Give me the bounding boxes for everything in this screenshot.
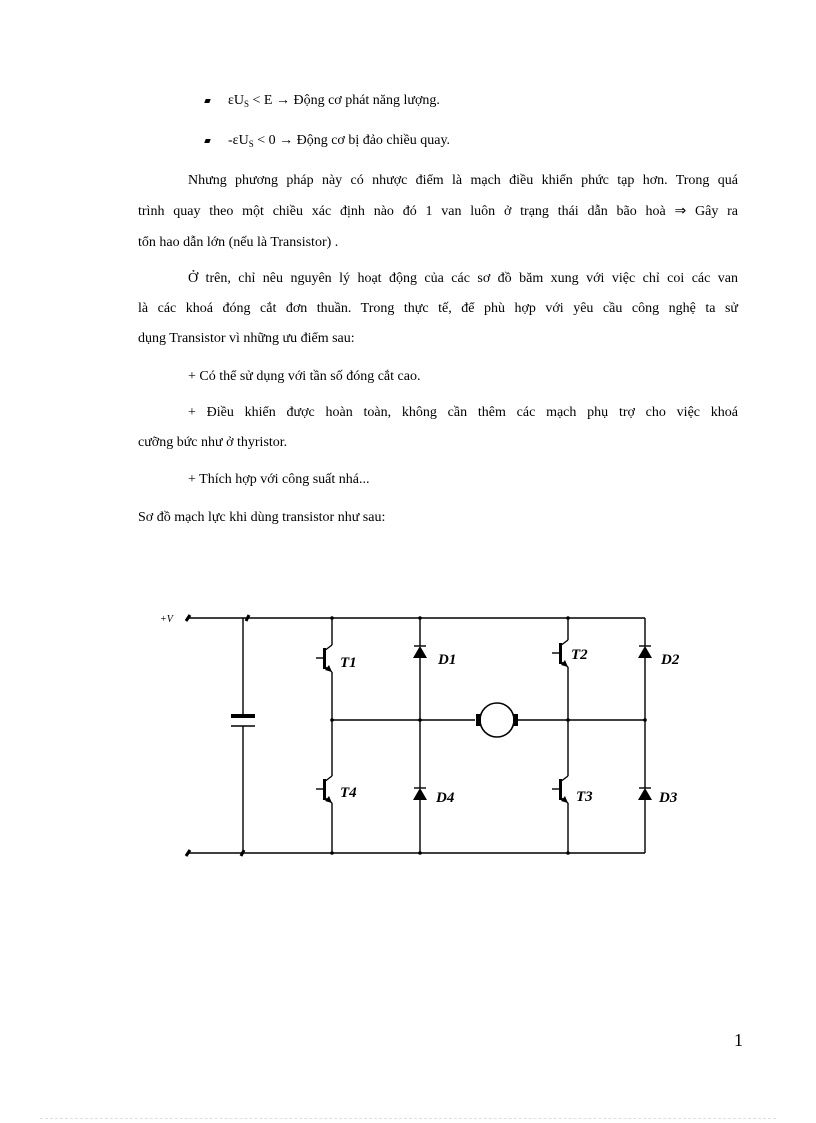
para1-line1: Nhưng phương pháp này có nhược điểm là mạch điều khiển phức tạp hơn. Trong quá <box>188 173 738 188</box>
junction-dot <box>643 718 647 722</box>
t3-emitter-arrow <box>561 796 568 803</box>
label-d4: D4 <box>436 790 455 806</box>
bullet-item-2: $-\varepsilon U_S < 0$ → Động cơ bị đảo chiều quay. <box>228 133 451 149</box>
label-t3: T3 <box>576 789 593 805</box>
page-number: 1 <box>734 1030 743 1050</box>
cap-junction-top <box>246 615 249 621</box>
h-bridge-circuit-diagram <box>140 600 680 870</box>
t3-base <box>559 779 562 800</box>
label-t2: T2 <box>571 647 588 663</box>
motor-brush-left <box>476 714 481 726</box>
bullet-marker <box>204 139 210 143</box>
label-d3: D3 <box>659 790 678 806</box>
t4-base <box>323 779 326 800</box>
cap-junction-bottom <box>241 850 244 856</box>
advantage-2-line1: + Điều khiển được hoàn toàn, không cần thêm các mạch phụ trợ cho việc khoá <box>188 405 738 420</box>
t2-emitter-arrow <box>561 660 568 667</box>
advantage-3: + Thích hợp với công suất nhá... <box>188 472 370 487</box>
junction-dot <box>418 616 422 620</box>
diode-d2 <box>638 646 652 658</box>
junction-dot <box>330 851 334 855</box>
advantage-2-line2: cưỡng bức như ở thyristor. <box>138 435 288 450</box>
dc-motor <box>480 703 514 737</box>
t1-base <box>323 648 326 669</box>
para2-line3: dụng Transistor vì những ưu điểm sau: <box>138 331 355 346</box>
junction-dot <box>566 851 570 855</box>
capacitor-plate-top <box>231 714 255 718</box>
label-d1: D1 <box>438 652 457 668</box>
para2-line2: là các khoá đóng cắt đơn thuần. Trong thực tế, để phù hợp với yêu cầu công nghệ ta sử <box>138 301 738 316</box>
junction-dot <box>418 851 422 855</box>
t2-base <box>559 643 562 664</box>
supply-terminal-bottom <box>186 850 190 856</box>
para1-line2: trình quay theo một chiều xác định nào đó 1 van luôn ở trạng thái dẫn bão hoà ⇒ Gây ra <box>138 204 738 219</box>
motor-brush-right <box>513 714 518 726</box>
diode-d4 <box>413 788 427 800</box>
t1-emitter-arrow <box>325 665 332 672</box>
bullet-item-1: $\varepsilon U_S < E$ → Động cơ phát năng lượng. <box>228 93 440 109</box>
diode-d1 <box>413 646 427 658</box>
circuit-intro: Sơ đồ mạch lực khi dùng transistor như sau: <box>138 510 386 525</box>
junction-dot <box>418 718 422 722</box>
junction-dot <box>566 718 570 722</box>
page-footer-divider <box>40 1118 776 1119</box>
supply-label: +V <box>160 614 173 625</box>
junction-dot <box>330 718 334 722</box>
advantage-1: + Có thể sử dụng với tần số đóng cắt cao. <box>188 369 421 384</box>
supply-terminal-top <box>186 615 190 621</box>
label-t1: T1 <box>340 655 357 671</box>
junction-dot <box>330 616 334 620</box>
diode-d3 <box>638 788 652 800</box>
para1-line3: tổn hao dẫn lớn (nếu là Transistor) . <box>138 235 339 250</box>
label-t4: T4 <box>340 785 357 801</box>
bullet-marker <box>204 99 210 103</box>
label-d2: D2 <box>661 652 680 668</box>
para2-line1: Ở trên, chỉ nêu nguyên lý hoạt động của các sơ đồ băm xung với việc chỉ coi các van <box>188 271 738 286</box>
junction-dot <box>566 616 570 620</box>
t4-emitter-arrow <box>325 796 332 803</box>
